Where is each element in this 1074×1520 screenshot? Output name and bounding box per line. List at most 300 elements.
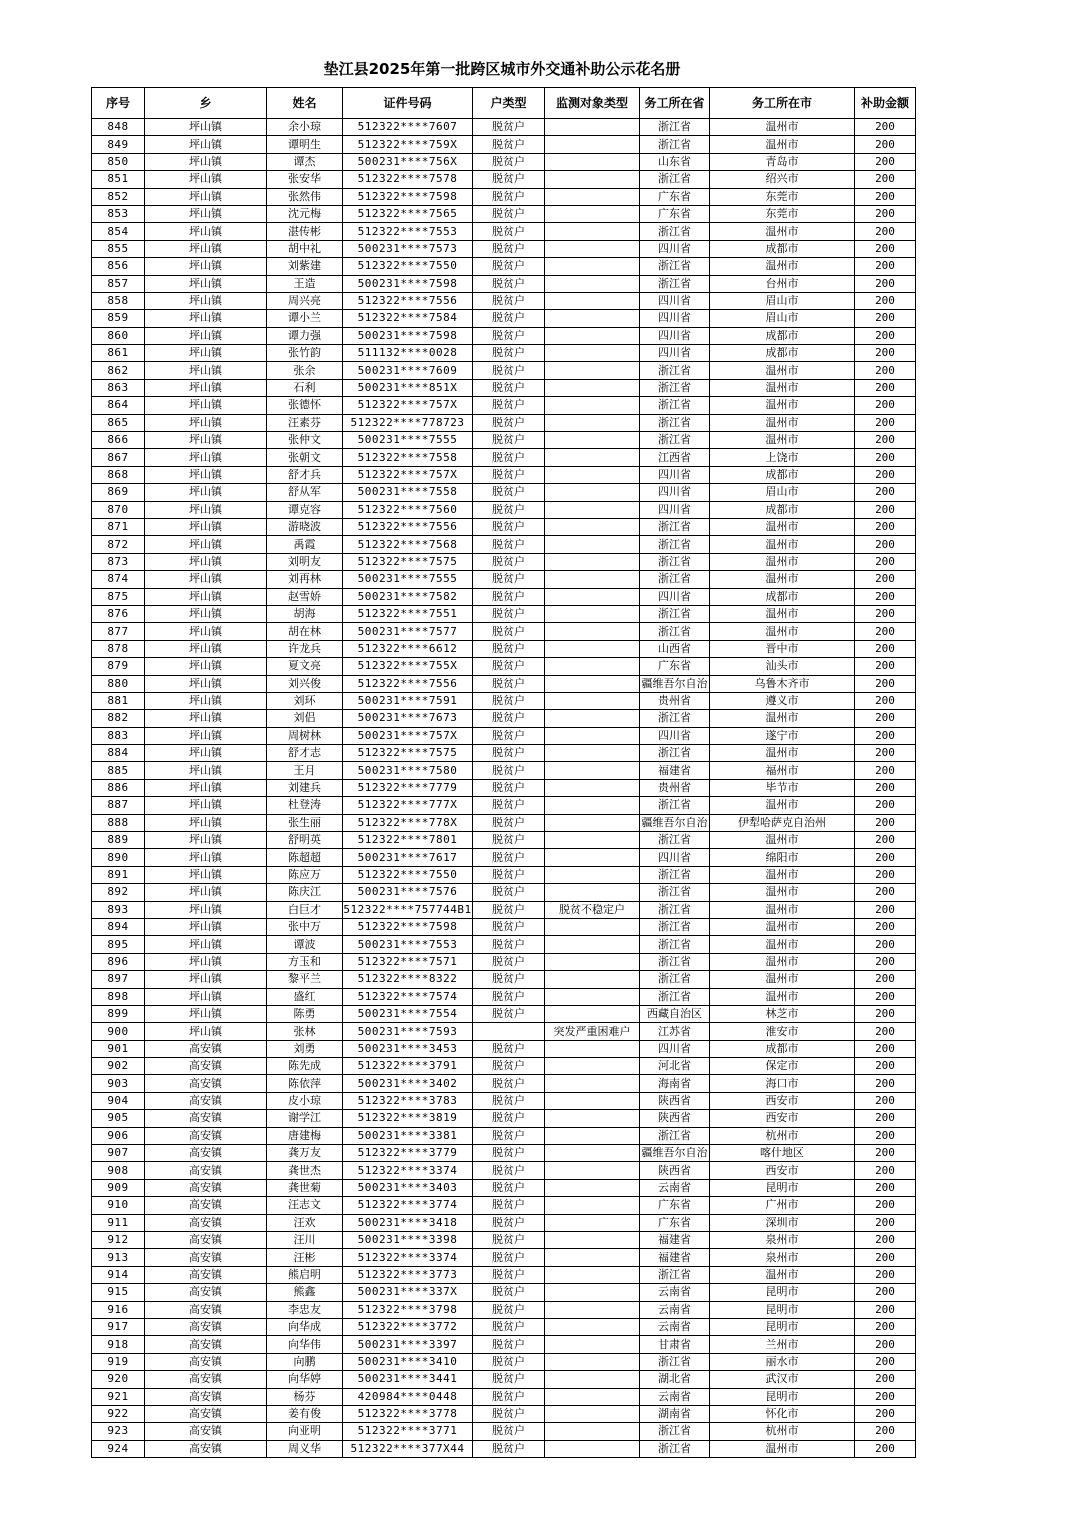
monitor-type-cell xyxy=(545,345,640,362)
work-province-cell: 四川省 xyxy=(640,292,710,309)
serial-cell: 870 xyxy=(92,501,145,518)
township-cell: 坪山镇 xyxy=(145,675,267,692)
work-city-cell: 绵阳市 xyxy=(710,849,855,866)
subsidy-amount-cell: 200 xyxy=(855,832,916,849)
township-cell: 坪山镇 xyxy=(145,223,267,240)
work-province-cell: 云南省 xyxy=(640,1388,710,1405)
name-cell: 陈超超 xyxy=(267,849,343,866)
name-cell: 唐建梅 xyxy=(267,1127,343,1144)
household-type-cell: 脱贫户 xyxy=(473,466,545,483)
id-number-cell: 500231****3397 xyxy=(343,1336,473,1353)
id-number-cell: 500231****7576 xyxy=(343,884,473,901)
monitor-type-cell xyxy=(545,1214,640,1231)
household-type-cell: 脱贫户 xyxy=(473,1145,545,1162)
table-row xyxy=(92,588,916,605)
monitor-type-cell xyxy=(545,1127,640,1144)
monitor-type-cell xyxy=(545,414,640,431)
serial-cell: 920 xyxy=(92,1371,145,1388)
work-province-cell: 浙江省 xyxy=(640,936,710,953)
work-city-cell: 绍兴市 xyxy=(710,171,855,188)
name-cell: 胡在林 xyxy=(267,623,343,640)
work-province-cell: 浙江省 xyxy=(640,918,710,935)
township-cell: 坪山镇 xyxy=(145,345,267,362)
township-cell: 坪山镇 xyxy=(145,640,267,657)
serial-cell: 910 xyxy=(92,1197,145,1214)
serial-cell: 891 xyxy=(92,866,145,883)
subsidy-amount-cell: 200 xyxy=(855,119,916,136)
table-row xyxy=(92,675,916,692)
township-cell: 高安镇 xyxy=(145,1405,267,1422)
work-city-cell: 成都市 xyxy=(710,588,855,605)
work-province-cell: 海南省 xyxy=(640,1075,710,1092)
name-cell: 陈勇 xyxy=(267,1005,343,1022)
name-cell: 胡中礼 xyxy=(267,240,343,257)
table-row xyxy=(92,536,916,553)
table-row xyxy=(92,292,916,309)
name-cell: 盛红 xyxy=(267,988,343,1005)
serial-cell: 903 xyxy=(92,1075,145,1092)
id-number-cell: 512322****3772 xyxy=(343,1318,473,1335)
table-row xyxy=(92,432,916,449)
serial-cell: 908 xyxy=(92,1162,145,1179)
monitor-type-cell xyxy=(545,136,640,153)
subsidy-amount-cell: 200 xyxy=(855,988,916,1005)
id-number-cell: 512322****7574 xyxy=(343,988,473,1005)
id-number-cell: 500231****337X xyxy=(343,1284,473,1301)
subsidy-amount-cell: 200 xyxy=(855,397,916,414)
work-city-cell: 温州市 xyxy=(710,223,855,240)
table-row xyxy=(92,1388,916,1405)
subsidy-amount-cell: 200 xyxy=(855,1266,916,1283)
name-cell: 向鹏 xyxy=(267,1353,343,1370)
header-cell: 补助金额 xyxy=(855,88,916,119)
name-cell: 向亚明 xyxy=(267,1423,343,1440)
table-row xyxy=(92,1092,916,1109)
subsidy-amount-cell: 200 xyxy=(855,1232,916,1249)
work-province-cell: 西藏自治区 xyxy=(640,1005,710,1022)
id-number-cell: 512322****7550 xyxy=(343,866,473,883)
serial-cell: 922 xyxy=(92,1405,145,1422)
household-type-cell: 脱贫户 xyxy=(473,484,545,501)
id-number-cell: 500231****756X xyxy=(343,153,473,170)
subsidy-amount-cell: 200 xyxy=(855,1162,916,1179)
table-row xyxy=(92,988,916,1005)
township-cell: 坪山镇 xyxy=(145,710,267,727)
table-row xyxy=(92,205,916,222)
monitor-type-cell xyxy=(545,1232,640,1249)
serial-cell: 863 xyxy=(92,379,145,396)
monitor-type-cell xyxy=(545,866,640,883)
name-cell: 谢学江 xyxy=(267,1110,343,1127)
monitor-type-cell xyxy=(545,1318,640,1335)
work-city-cell: 温州市 xyxy=(710,432,855,449)
township-cell: 坪山镇 xyxy=(145,553,267,570)
household-type-cell: 脱贫户 xyxy=(473,658,545,675)
work-city-cell: 温州市 xyxy=(710,988,855,1005)
subsidy-amount-cell: 200 xyxy=(855,953,916,970)
township-cell: 高安镇 xyxy=(145,1092,267,1109)
serial-cell: 853 xyxy=(92,205,145,222)
work-city-cell: 温州市 xyxy=(710,258,855,275)
work-city-cell: 东莞市 xyxy=(710,205,855,222)
household-type-cell: 脱贫户 xyxy=(473,449,545,466)
id-number-cell: 512322****759X xyxy=(343,136,473,153)
name-cell: 方玉和 xyxy=(267,953,343,970)
name-cell: 夏文亮 xyxy=(267,658,343,675)
serial-cell: 896 xyxy=(92,953,145,970)
township-cell: 坪山镇 xyxy=(145,449,267,466)
household-type-cell: 脱贫户 xyxy=(473,762,545,779)
table-row xyxy=(92,849,916,866)
id-number-cell: 500231****757X xyxy=(343,727,473,744)
township-cell: 坪山镇 xyxy=(145,866,267,883)
name-cell: 刘环 xyxy=(267,692,343,709)
work-province-cell: 浙江省 xyxy=(640,971,710,988)
subsidy-amount-cell: 200 xyxy=(855,310,916,327)
subsidy-amount-cell: 200 xyxy=(855,1353,916,1370)
name-cell: 舒从军 xyxy=(267,484,343,501)
household-type-cell: 脱贫户 xyxy=(473,727,545,744)
household-type-cell: 脱贫户 xyxy=(473,171,545,188)
work-province-cell: 浙江省 xyxy=(640,953,710,970)
household-type-cell: 脱贫户 xyxy=(473,1214,545,1231)
name-cell: 白巨才 xyxy=(267,901,343,918)
work-city-cell: 温州市 xyxy=(710,362,855,379)
table-row xyxy=(92,1197,916,1214)
work-city-cell: 昆明市 xyxy=(710,1284,855,1301)
township-cell: 坪山镇 xyxy=(145,327,267,344)
serial-cell: 877 xyxy=(92,623,145,640)
name-cell: 禹霞 xyxy=(267,536,343,553)
serial-cell: 892 xyxy=(92,884,145,901)
monitor-type-cell xyxy=(545,1388,640,1405)
monitor-type-cell xyxy=(545,1353,640,1370)
household-type-cell: 脱贫户 xyxy=(473,397,545,414)
table-body xyxy=(92,119,916,1458)
table-row xyxy=(92,814,916,831)
table-row xyxy=(92,658,916,675)
table-row xyxy=(92,692,916,709)
household-type-cell: 脱贫户 xyxy=(473,571,545,588)
id-number-cell: 512322****3773 xyxy=(343,1266,473,1283)
name-cell: 舒才兵 xyxy=(267,466,343,483)
monitor-type-cell xyxy=(545,884,640,901)
name-cell: 胡海 xyxy=(267,605,343,622)
work-province-cell: 浙江省 xyxy=(640,1266,710,1283)
work-city-cell: 温州市 xyxy=(710,1266,855,1283)
work-province-cell: 湖南省 xyxy=(640,1405,710,1422)
household-type-cell: 脱贫户 xyxy=(473,258,545,275)
work-city-cell: 成都市 xyxy=(710,466,855,483)
household-type-cell: 脱贫户 xyxy=(473,1318,545,1335)
subsidy-amount-cell: 200 xyxy=(855,1127,916,1144)
name-cell: 张仲文 xyxy=(267,432,343,449)
serial-cell: 911 xyxy=(92,1214,145,1231)
name-cell: 杨芬 xyxy=(267,1388,343,1405)
work-city-cell: 乌鲁木齐市 xyxy=(710,675,855,692)
township-cell: 高安镇 xyxy=(145,1388,267,1405)
monitor-type-cell xyxy=(545,623,640,640)
household-type-cell xyxy=(473,1023,545,1040)
id-number-cell: 512322****7584 xyxy=(343,310,473,327)
name-cell: 向华成 xyxy=(267,1318,343,1335)
subsidy-amount-cell: 200 xyxy=(855,692,916,709)
name-cell: 陈庆江 xyxy=(267,884,343,901)
id-number-cell: 512322****3819 xyxy=(343,1110,473,1127)
table-row xyxy=(92,797,916,814)
name-cell: 汪欢 xyxy=(267,1214,343,1231)
id-number-cell: 500231****7554 xyxy=(343,1005,473,1022)
household-type-cell: 脱贫户 xyxy=(473,884,545,901)
work-city-cell: 昆明市 xyxy=(710,1388,855,1405)
name-cell: 刘勇 xyxy=(267,1040,343,1057)
table-row xyxy=(92,171,916,188)
work-province-cell: 浙江省 xyxy=(640,745,710,762)
household-type-cell: 脱贫户 xyxy=(473,623,545,640)
work-city-cell: 温州市 xyxy=(710,884,855,901)
work-city-cell: 广州市 xyxy=(710,1197,855,1214)
id-number-cell: 512322****7578 xyxy=(343,171,473,188)
work-city-cell: 温州市 xyxy=(710,918,855,935)
township-cell: 坪山镇 xyxy=(145,466,267,483)
serial-cell: 883 xyxy=(92,727,145,744)
name-cell: 游晓波 xyxy=(267,518,343,535)
monitor-type-cell xyxy=(545,1197,640,1214)
table-row xyxy=(92,345,916,362)
id-number-cell: 500231****7591 xyxy=(343,692,473,709)
serial-cell: 872 xyxy=(92,536,145,553)
serial-cell: 873 xyxy=(92,553,145,570)
township-cell: 高安镇 xyxy=(145,1075,267,1092)
township-cell: 坪山镇 xyxy=(145,779,267,796)
monitor-type-cell xyxy=(545,518,640,535)
subsidy-amount-cell: 200 xyxy=(855,136,916,153)
table-row xyxy=(92,936,916,953)
work-province-cell: 广东省 xyxy=(640,658,710,675)
household-type-cell: 脱贫户 xyxy=(473,1266,545,1283)
household-type-cell: 脱贫户 xyxy=(473,1110,545,1127)
monitor-type-cell xyxy=(545,1179,640,1196)
monitor-type-cell: 脱贫不稳定户 xyxy=(545,901,640,918)
household-type-cell: 脱贫户 xyxy=(473,640,545,657)
name-cell: 赵雪娇 xyxy=(267,588,343,605)
household-type-cell: 脱贫户 xyxy=(473,605,545,622)
name-cell: 张林 xyxy=(267,1023,343,1040)
household-type-cell: 脱贫户 xyxy=(473,136,545,153)
table-row xyxy=(92,1005,916,1022)
work-city-cell: 淮安市 xyxy=(710,1023,855,1040)
name-cell: 张中万 xyxy=(267,918,343,935)
name-cell: 刘紫建 xyxy=(267,258,343,275)
township-cell: 高安镇 xyxy=(145,1127,267,1144)
household-type-cell: 脱贫户 xyxy=(473,849,545,866)
name-cell: 石利 xyxy=(267,379,343,396)
serial-cell: 893 xyxy=(92,901,145,918)
household-type-cell: 脱贫户 xyxy=(473,901,545,918)
township-cell: 高安镇 xyxy=(145,1058,267,1075)
subsidy-amount-cell: 200 xyxy=(855,188,916,205)
work-city-cell: 温州市 xyxy=(710,832,855,849)
table-row xyxy=(92,1266,916,1283)
table-row xyxy=(92,918,916,935)
subsidy-amount-cell: 200 xyxy=(855,901,916,918)
id-number-cell: 512322****3778 xyxy=(343,1405,473,1422)
id-number-cell: 420984****0448 xyxy=(343,1388,473,1405)
id-number-cell: 512322****7607 xyxy=(343,119,473,136)
name-cell: 陈依萍 xyxy=(267,1075,343,1092)
subsidy-amount-cell: 200 xyxy=(855,1179,916,1196)
table-row xyxy=(92,1440,916,1457)
work-province-cell: 浙江省 xyxy=(640,275,710,292)
monitor-type-cell xyxy=(545,692,640,709)
subsidy-amount-cell: 200 xyxy=(855,501,916,518)
subsidy-amount-cell: 200 xyxy=(855,727,916,744)
work-province-cell: 浙江省 xyxy=(640,379,710,396)
serial-cell: 856 xyxy=(92,258,145,275)
serial-cell: 859 xyxy=(92,310,145,327)
monitor-type-cell xyxy=(545,588,640,605)
name-cell: 王造 xyxy=(267,275,343,292)
work-province-cell: 浙江省 xyxy=(640,136,710,153)
monitor-type-cell xyxy=(545,310,640,327)
monitor-type-cell xyxy=(545,640,640,657)
id-number-cell: 500231****7598 xyxy=(343,275,473,292)
monitor-type-cell xyxy=(545,1284,640,1301)
subsidy-amount-cell: 200 xyxy=(855,971,916,988)
household-type-cell: 脱贫户 xyxy=(473,692,545,709)
township-cell: 坪山镇 xyxy=(145,536,267,553)
id-number-cell: 500231****3381 xyxy=(343,1127,473,1144)
id-number-cell: 512322****7575 xyxy=(343,745,473,762)
township-cell: 坪山镇 xyxy=(145,432,267,449)
monitor-type-cell xyxy=(545,936,640,953)
serial-cell: 876 xyxy=(92,605,145,622)
serial-cell: 904 xyxy=(92,1092,145,1109)
id-number-cell: 512322****3783 xyxy=(343,1092,473,1109)
household-type-cell: 脱贫户 xyxy=(473,588,545,605)
work-city-cell: 喀什地区 xyxy=(710,1145,855,1162)
table-row xyxy=(92,1423,916,1440)
monitor-type-cell xyxy=(545,1145,640,1162)
name-cell: 龚万友 xyxy=(267,1145,343,1162)
household-type-cell: 脱贫户 xyxy=(473,1197,545,1214)
household-type-cell: 脱贫户 xyxy=(473,1353,545,1370)
subsidy-amount-cell: 200 xyxy=(855,1092,916,1109)
serial-cell: 850 xyxy=(92,153,145,170)
household-type-cell: 脱贫户 xyxy=(473,327,545,344)
township-cell: 坪山镇 xyxy=(145,605,267,622)
name-cell: 刘建兵 xyxy=(267,779,343,796)
id-number-cell: 512322****755X xyxy=(343,658,473,675)
table-row xyxy=(92,379,916,396)
township-cell: 坪山镇 xyxy=(145,832,267,849)
table-row xyxy=(92,832,916,849)
subsidy-amount-cell: 200 xyxy=(855,258,916,275)
serial-cell: 919 xyxy=(92,1353,145,1370)
township-cell: 高安镇 xyxy=(145,1284,267,1301)
serial-cell: 899 xyxy=(92,1005,145,1022)
work-province-cell: 浙江省 xyxy=(640,571,710,588)
id-number-cell: 512322****3771 xyxy=(343,1423,473,1440)
township-cell: 坪山镇 xyxy=(145,971,267,988)
household-type-cell: 脱贫户 xyxy=(473,866,545,883)
work-city-cell: 东莞市 xyxy=(710,188,855,205)
work-province-cell: 四川省 xyxy=(640,327,710,344)
monitor-type-cell xyxy=(545,240,640,257)
monitor-type-cell xyxy=(545,292,640,309)
serial-cell: 913 xyxy=(92,1249,145,1266)
serial-cell: 854 xyxy=(92,223,145,240)
subsidy-amount-cell: 200 xyxy=(855,1284,916,1301)
id-number-cell: 511132****0028 xyxy=(343,345,473,362)
serial-cell: 900 xyxy=(92,1023,145,1040)
table-row xyxy=(92,571,916,588)
work-city-cell: 成都市 xyxy=(710,1040,855,1057)
monitor-type-cell xyxy=(545,571,640,588)
subsidy-amount-cell: 200 xyxy=(855,936,916,953)
work-province-cell: 广东省 xyxy=(640,188,710,205)
subsidy-amount-cell: 200 xyxy=(855,779,916,796)
township-cell: 高安镇 xyxy=(145,1249,267,1266)
subsidy-amount-cell: 200 xyxy=(855,658,916,675)
subsidy-amount-cell: 200 xyxy=(855,414,916,431)
township-cell: 坪山镇 xyxy=(145,136,267,153)
work-province-cell: 四川省 xyxy=(640,345,710,362)
monitor-type-cell xyxy=(545,779,640,796)
household-type-cell: 脱贫户 xyxy=(473,1075,545,1092)
name-cell: 张余 xyxy=(267,362,343,379)
table-row xyxy=(92,762,916,779)
id-number-cell: 512322****7801 xyxy=(343,832,473,849)
work-province-cell: 浙江省 xyxy=(640,710,710,727)
table-row xyxy=(92,1371,916,1388)
id-number-cell: 512322****3374 xyxy=(343,1162,473,1179)
household-type-cell: 脱贫户 xyxy=(473,275,545,292)
table-row xyxy=(92,1405,916,1422)
table-row xyxy=(92,1214,916,1231)
id-number-cell: 500231****3403 xyxy=(343,1179,473,1196)
id-number-cell: 512322****7779 xyxy=(343,779,473,796)
township-cell: 高安镇 xyxy=(145,1197,267,1214)
township-cell: 坪山镇 xyxy=(145,571,267,588)
work-city-cell: 兰州市 xyxy=(710,1336,855,1353)
name-cell: 张生丽 xyxy=(267,814,343,831)
work-city-cell: 西安市 xyxy=(710,1162,855,1179)
household-type-cell: 脱贫户 xyxy=(473,1284,545,1301)
work-city-cell: 泉州市 xyxy=(710,1232,855,1249)
id-number-cell: 512322****7556 xyxy=(343,518,473,535)
township-cell: 坪山镇 xyxy=(145,814,267,831)
id-number-cell: 512322****778X xyxy=(343,814,473,831)
name-cell: 谭杰 xyxy=(267,153,343,170)
table-row xyxy=(92,745,916,762)
subsidy-amount-cell: 200 xyxy=(855,1075,916,1092)
name-cell: 谭明生 xyxy=(267,136,343,153)
monitor-type-cell xyxy=(545,171,640,188)
id-number-cell: 512322****7558 xyxy=(343,449,473,466)
work-city-cell: 昆明市 xyxy=(710,1179,855,1196)
monitor-type-cell xyxy=(545,1423,640,1440)
household-type-cell: 脱贫户 xyxy=(473,345,545,362)
household-type-cell: 脱贫户 xyxy=(473,310,545,327)
id-number-cell: 500231****7555 xyxy=(343,432,473,449)
table-row xyxy=(92,1040,916,1057)
work-city-cell: 成都市 xyxy=(710,240,855,257)
work-province-cell: 疆维吾尔自治 xyxy=(640,1145,710,1162)
id-number-cell: 512322****778723 xyxy=(343,414,473,431)
subsidy-amount-cell: 200 xyxy=(855,762,916,779)
serial-cell: 852 xyxy=(92,188,145,205)
